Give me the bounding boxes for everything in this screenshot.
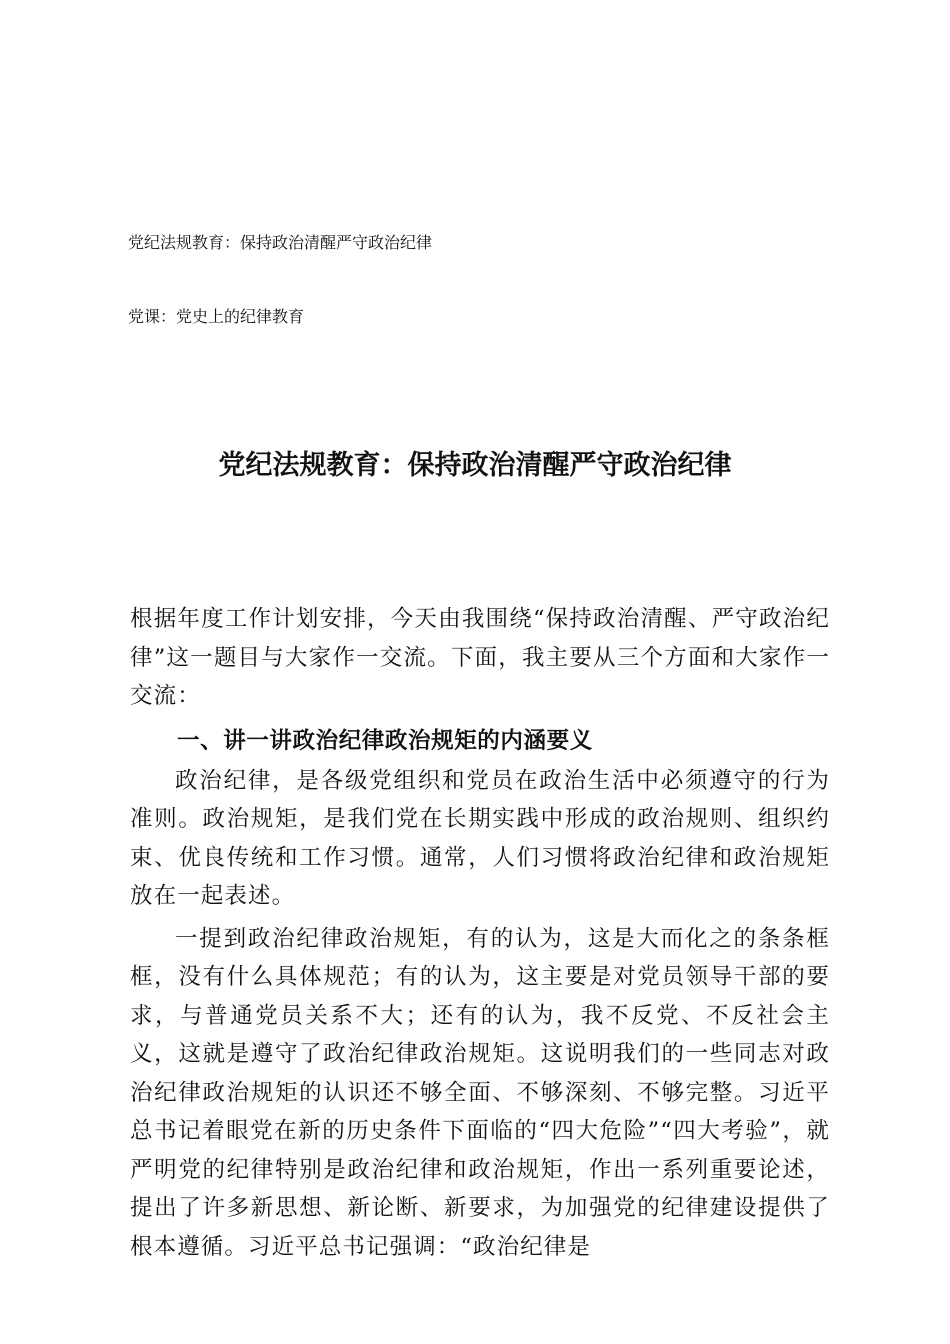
intro-paragraph: 根据年度工作计划安排，今天由我围绕“保持政治清醒、严守政治纪律”这一题目与大家作一交流。下面，我主要从三个方面和大家作一交流： <box>130 606 830 709</box>
header-line-doc-title: 党纪法规教育：保持政治清醒严守政治纪律 <box>128 233 433 252</box>
document-title: 党纪法规教育：保持政治清醒严守政治纪律 <box>218 450 732 481</box>
section-heading-1: 一、讲一讲政治纪律政治规矩的内涵要义 <box>177 727 593 754</box>
body-paragraph-1: 政治纪律，是各级党组织和党员在政治生活中必须遵守的行为准则。政治规矩，是我们党在长期实践中形成的政治规则、组织约束、优良传统和工作习惯。通常，人们习惯将政治纪律和政治规矩放在一起表述。 <box>130 767 830 909</box>
document-body <box>130 600 830 1270</box>
body-paragraph-2: 一提到政治纪律政治规矩，有的认为，这是大而化之的条条框框，没有什么具体规范；有的认为，这主要是对党员领导干部的要求，与普通党员关系不大；还有的认为，我不反党、不反社会主义，这就是遵守了政治纪律政治规矩。这说明我们的一些同志对政治纪律政治规矩的认识还不够全面、不够深刻、不够完整。习近平总书记着眼党在新的历史条件下面临的“四大危险”“四大考验”，就严明党的纪律特别是政治纪律和政治规矩，作出一系列重要论述，提出了许多新思想、新论断、新要求，为加强党的纪律建设提供了根本遵循。习近平总书记强调：“政治纪律是 <box>130 925 830 1260</box>
header-line-lecture-title: 党课：党史上的纪律教育 <box>128 307 305 326</box>
